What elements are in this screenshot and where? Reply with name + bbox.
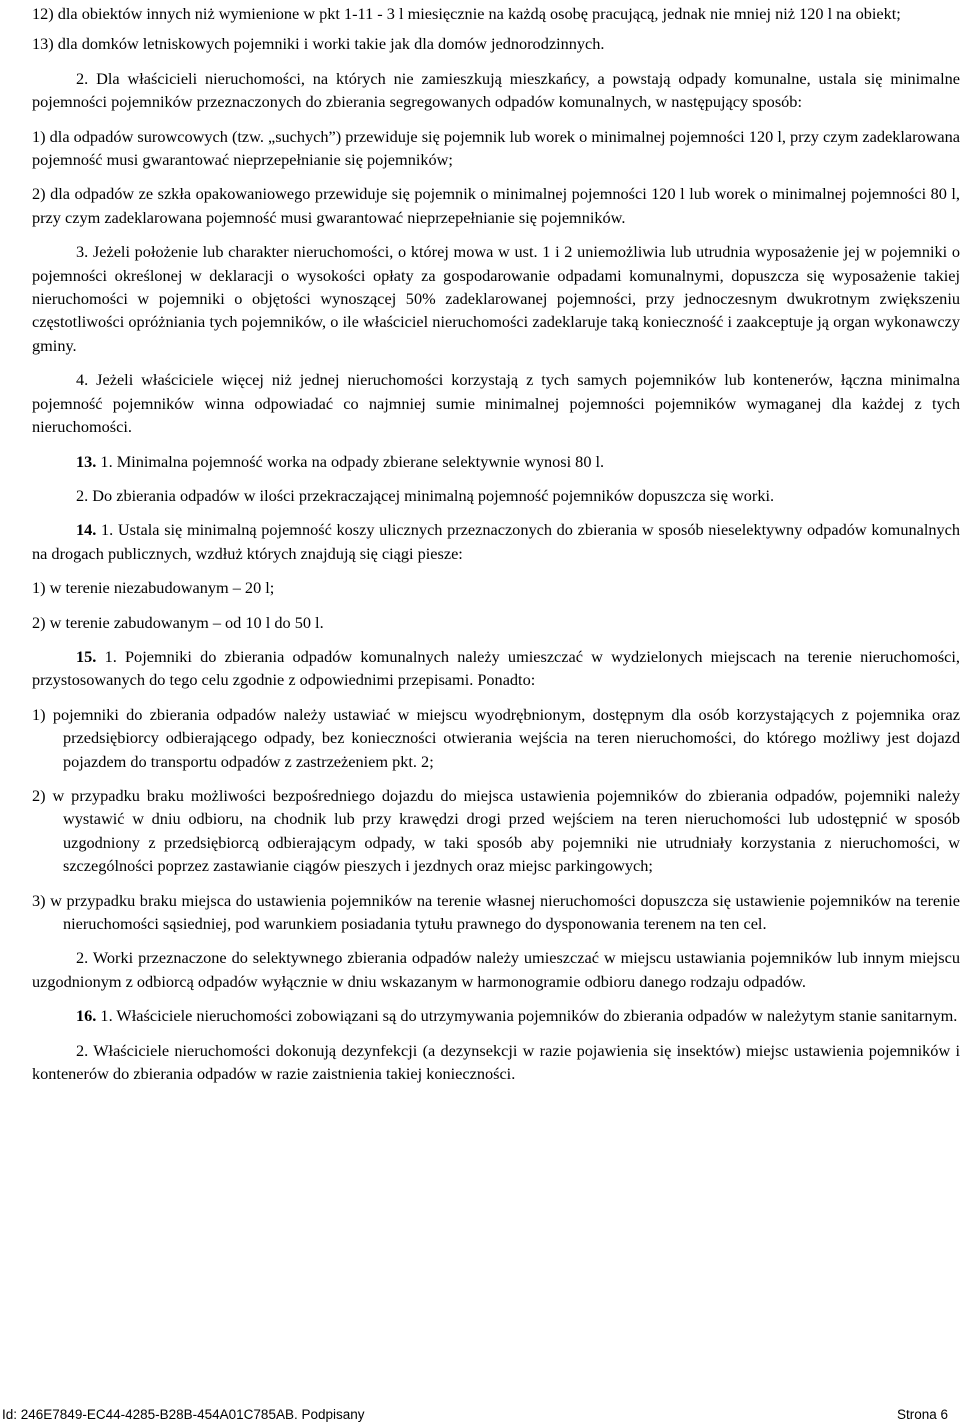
document-page bbox=[32, 2, 960, 1085]
paragraph-text: 1. Pojemniki do zbierania odpadów komunalnych należy umieszczać w wydzielonych miejscach na terenie nieruchomości, przystosowanych do tego celu zgodnie z odpowiednimi przepisami. Ponadto: bbox=[32, 646, 960, 690]
section-paragraph bbox=[32, 518, 960, 565]
section-number: 14. bbox=[76, 520, 97, 540]
paragraph-text: 1. Ustala się minimalną pojemność koszy ulicznych przeznaczonych do zbierania w sposób nieselektywny odpadów komunalnych na drogach publicznych, wzdłuż których znajdują się ciągi piesze: bbox=[32, 520, 960, 563]
section-number: 15. bbox=[76, 646, 97, 666]
list-item: 1) dla odpadów surowcowych (tzw. „suchych”) przewiduje się pojemnik lub worek o minimalnej pojemności 120 l, przy czym zadeklarowana pojemność musi gwarantować nieprzepełnianie się pojemników; bbox=[32, 126, 960, 170]
paragraph: 2. Dla właścicieli nieruchomości, na których nie zamieszkują mieszkańcy, a powstają odpady komunalne, ustala się minimalne pojemności pojemników przeznaczonych do zbierania segregowanych odpadów komunalnych, w następujący sposób: bbox=[32, 68, 960, 112]
list-item: 1) w terenie niezabudowanym – 20 l; bbox=[32, 578, 275, 598]
paragraph: 3. Jeżeli położenie lub charakter nieruchomości, o której mowa w ust. 1 i 2 uniemożliwia lub utrudnia wyposażenie jej w pojemniki o pojemności określonej w deklaracji o wysokości opłaty za gospodarowanie odpadami komunalnymi, dopuszcza się wyposażenie takiej nieruchomości w pojemniki o objętości wynoszącej 50% zadeklarowanej pojemności, przy jednoczesnym dwukrotnym zwiększeniu częstotliwości opróżniania tych pojemników, o ile właściciel nieruchomości zadeklaruje taką konieczność i zaakceptuje ją organ wykonawczy gminy. bbox=[32, 242, 960, 355]
list-item: 2) w terenie zabudowanym – od 10 l do 50 l. bbox=[32, 612, 324, 632]
paragraph: 2. Właściciele nieruchomości dokonują dezynfekcji (a dezynsekcji w razie pojawienia się insektów) miejsc ustawienia pojemników i kontenerów do zbierania odpadów w razie zaistnienia takiej konieczności. bbox=[32, 1040, 960, 1084]
paragraph-text: 1. Właściciele nieruchomości zobowiązani są do utrzymywania pojemników do zbierania odpadów w należytym stanie sanitarnym. bbox=[96, 1006, 958, 1026]
section-number: 13. bbox=[76, 451, 97, 471]
list-item: 2) w przypadku braku możliwości bezpośredniego dojazdu do miejsca ustawienia pojemników do zbierania odpadów, pojemniki należy wystawić w dniu odbioru, na chodnik lub przy krawędzi drogi przed wejściem na teren nieruchomości lub udostępnić w sposób uzgodniony z przedsiębiorcą odbierającym odpady, w taki sposób aby pojemniki nie utrudniały korzystania z nieruchomości, w szczególności poprzez zastawianie ciągów pieszych i jezdnych oraz miejsc parkingowych; bbox=[32, 785, 960, 876]
section-number: 16. bbox=[76, 1006, 97, 1026]
list-item: 3) w przypadku braku miejsca do ustawienia pojemników na terenie własnej nieruchomości dopuszcza się ustawienie pojemników na terenie nieruchomości sąsiedniej, pod warunkiem posiadania tytułu prawnego do dysponowania terenem na ten cel. bbox=[32, 890, 960, 933]
page-number: Strona 6 bbox=[896, 1407, 948, 1422]
section-paragraph bbox=[32, 450, 960, 473]
document-id: Id: 246E7849-EC44-4285-B28B-454A01C785AB. Podpisany bbox=[2, 1407, 365, 1422]
paragraph-text: 1. Minimalna pojemność worka na odpady zbierane selektywnie wynosi 80 l. bbox=[96, 451, 605, 471]
list-item: 13) dla domków letniskowych pojemniki i worki takie jak dla domów jednorodzinnych. bbox=[32, 34, 605, 54]
section-paragraph bbox=[32, 645, 960, 692]
paragraph: 4. Jeżeli właściciele więcej niż jednej nieruchomości korzystają z tych samych pojemników lub kontenerów, łączna minimalna pojemność pojemników winna odpowiadać co najmniej sumie minimalnej pojemności pojemników wymaganej dla każdej z tych nieruchomości. bbox=[32, 370, 960, 437]
list-item: 2) dla odpadów ze szkła opakowaniowego przewiduje się pojemnik o minimalnej pojemności 120 l lub worek o minimalnej pojemności 80 l, przy czym zadeklarowana pojemność musi gwarantować nieprzepełnianie się pojemników. bbox=[32, 184, 960, 227]
paragraph: 2. Do zbierania odpadów w ilości przekraczającej minimalną pojemność pojemników dopuszcza się worki. bbox=[76, 485, 775, 505]
list-item: 12) dla obiektów innych niż wymienione w pkt 1-11 - 3 l miesięcznie na każdą osobę pracującą, jednak nie mniej niż 120 l na obiekt; bbox=[32, 4, 901, 23]
section-paragraph bbox=[32, 1004, 960, 1027]
paragraph: 2. Worki przeznaczone do selektywnego zbierania odpadów należy umieszczać w miejscu ustawiania pojemników lub innym miejscu uzgodnionym z odbiorcą odpadów wyłącznie w dniu wskazanym w harmonogramie odbioru danego rodzaju odpadów. bbox=[32, 948, 960, 991]
list-item: 1) pojemniki do zbierania odpadów należy ustawiać w miejscu wyodrębnionym, dostępnym dla osób korzystających z pojemnika oraz przedsiębiorcy odbierającego odpady, bez konieczności otwierania wejścia na teren nieruchomości, do którego możliwy jest dojazd pojazdem do transportu odpadów z zastrzeżeniem pkt. 2; bbox=[32, 704, 960, 771]
